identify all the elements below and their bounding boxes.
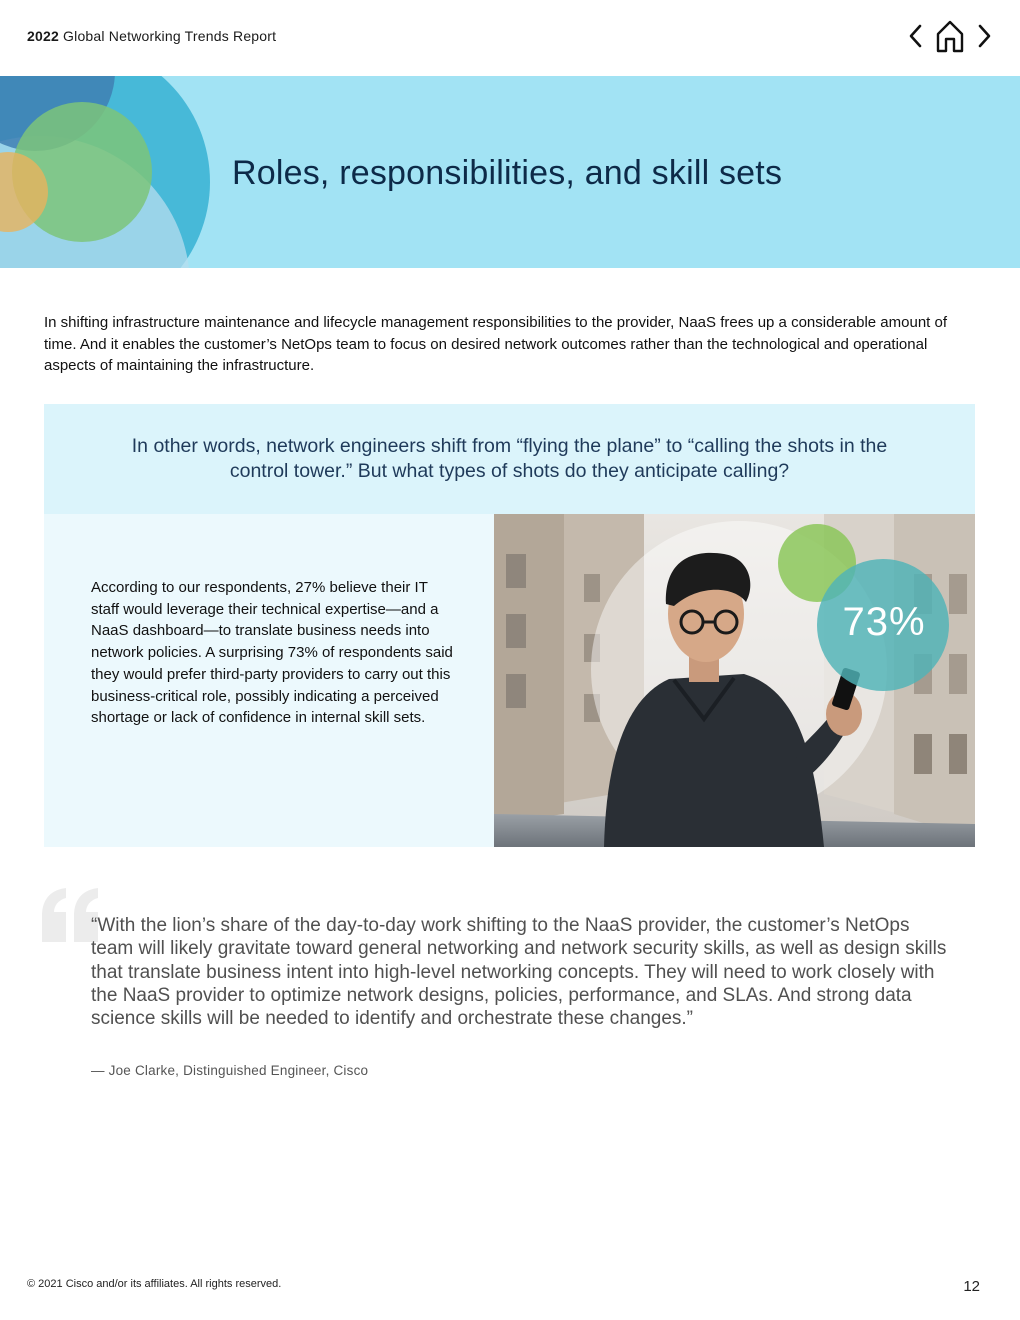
intro-paragraph: In shifting infrastructure maintenance and lifecycle management responsibilities to the provider, NaaS frees up a considerable amount of time. And it enables the customer’s NetOps team to focus on desired network outcomes rather than the technological and operational aspects of maintaining the infrastructure. xyxy=(44,314,948,374)
report-year: 2022 xyxy=(27,28,59,44)
section-banner xyxy=(0,76,1020,268)
stat-panel xyxy=(44,514,494,847)
page-header xyxy=(0,0,1020,76)
page-navigation xyxy=(904,18,996,54)
report-title xyxy=(27,28,276,44)
next-page-button[interactable] xyxy=(972,18,996,54)
chevron-right-icon xyxy=(976,23,992,49)
chevron-left-icon xyxy=(908,23,924,49)
callout-box xyxy=(44,404,975,514)
decorative-circles xyxy=(0,76,260,268)
quote-attribution: — Joe Clarke, Distinguished Engineer, Cisco xyxy=(91,1063,369,1078)
home-button[interactable] xyxy=(934,18,966,54)
photo-man-with-phone xyxy=(494,514,975,847)
report-name: Global Networking Trends Report xyxy=(63,28,277,44)
page-title: Roles, responsibilities, and skill sets xyxy=(232,154,783,192)
pull-quote: “With the lion’s share of the day-to-day work shifting to the NaaS provider, the customer’s NetOps team will likely gravitate toward general networking and network security skills, as well as design skills that translate business intent into high-level networking concepts. They will need to work closely with the NaaS provider to optimize network designs, policies, performance, and SLAs. And strong data science skills will be needed to identify and orchestrate these changes.” xyxy=(91,915,947,1030)
callout-text: In other words, network engineers shift from “flying the plane” to “calling the shots in the control tower.” But what types of shots do they anticipate calling? xyxy=(131,434,888,482)
previous-page-button[interactable] xyxy=(904,18,928,54)
stat-description: According to our respondents, 27% believe their IT staff would leverage their technical expertise—and a NaaS dashboard—to translate business needs into network policies. A surprising 73% of respondents said they would prefer third-party providers to carry out this business-critical role, possibly indicating a perceived shortage or lack of confidence in internal skill sets. xyxy=(91,579,453,727)
photo-illustration xyxy=(494,514,975,847)
home-icon xyxy=(935,19,965,53)
page-number: 12 xyxy=(963,1278,980,1295)
stat-value: 73% xyxy=(842,600,926,644)
copyright-notice: © 2021 Cisco and/or its affiliates. All rights reserved. xyxy=(27,1278,282,1290)
